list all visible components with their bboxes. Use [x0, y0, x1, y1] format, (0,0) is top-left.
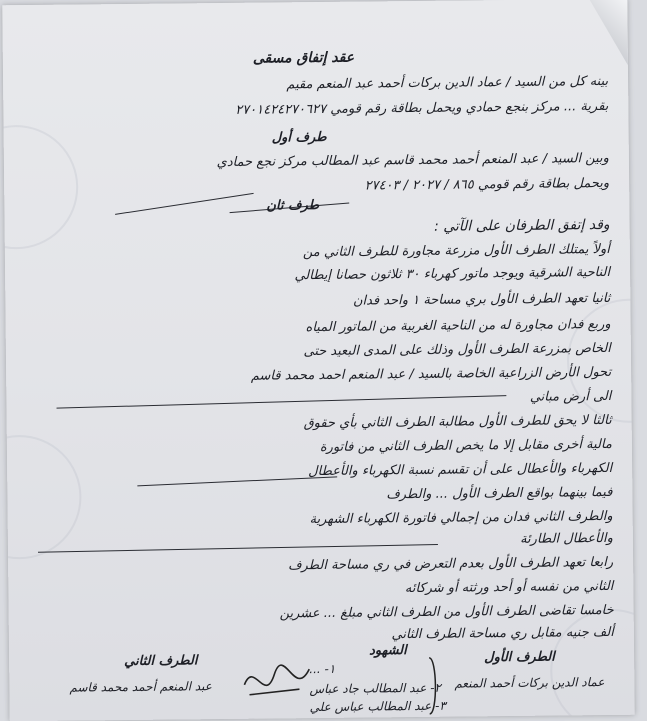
clause-line: تحول الأرض الزراعية الخاصة بالسيد / عبد المنعم احمد محمد قاسم — [250, 364, 612, 384]
clause-line: الخاص بمزرعة الطرف الأول وذلك على المدى البعيد حتى — [303, 340, 611, 360]
contract-line: بقرية ... مركز بنجع حمادي ويحمل بطاقة رقم قومي ٢٧٠١٤٢٤٢٧٠٦٢٧ — [235, 98, 609, 118]
strike-line — [57, 395, 507, 409]
watermark-seal-left — [2, 125, 79, 250]
party-two-label: طرف ثان — [266, 197, 320, 214]
clause-line: الثاني من نفسه أو أحد ورثته أو شركائه — [404, 578, 614, 597]
watermark-seal-left — [2, 434, 82, 559]
first-party-label: الطرف الأول — [484, 649, 555, 666]
clause-line: فيما بينهما بواقع الطرف الأول ... والطرف — [386, 484, 613, 503]
contract-line: وبين السيد / عبد المنعم أحمد محمد قاسم عبد المطالب مركز نجع حمادي — [216, 150, 609, 171]
contract-line: بينه كل من السيد / عماد الدين بركات أحمد عبد المنعم مقيم — [286, 73, 609, 93]
witnesses-label: الشهود — [368, 643, 407, 659]
clause-line: الى أرض مباني — [529, 388, 612, 405]
clause-line: الناحية الشرقية ويوجد ماتور كهرباء ٣٠ ثلاثون حصانا إيطالي — [294, 264, 611, 284]
second-party-signature-name: عبد المنعم أحمد محمد قاسم — [69, 679, 212, 695]
clause-line: خامسا تقاضى الطرف الأول من الطرف الثاني مبلغ ... عشرين — [279, 602, 614, 622]
contract-title: عقد إتفاق مسقى — [252, 49, 355, 67]
clause-line: ألف جنيه مقابل ري مساحة الطرف الثاني — [391, 624, 614, 643]
witness-bracket — [427, 656, 440, 716]
witness-line: ١- ... — [309, 661, 336, 677]
clause-line: مالية أخرى مقابل إلا ما يخص الطرف الثاني من فاتورة — [319, 436, 612, 455]
contract-paper — [2, 0, 634, 721]
clause-line: والطرف الثاني فدان من إجمالي فاتورة الكهرباء الشهرية — [309, 508, 613, 528]
clause-line: أولاً يمتلك الطرف الأول مزرعة مجاورة للطرف الثاني من — [302, 241, 610, 261]
agreement-intro: وقد إتفق الطرفان على الآتي : — [433, 216, 610, 235]
clause-line: رابعا تعهد الطرف الأول بعدم التعرض في ري مساحة الطرف — [287, 554, 614, 574]
party-one-label: طرف أول — [271, 129, 327, 146]
clause-line: وربع فدان مجاورة له من الناحية الغربية من الماتور المياه — [305, 316, 611, 336]
page-fold-corner — [589, 0, 630, 69]
first-party-signature-name: عماد الدين بركات أحمد المنعم — [454, 675, 605, 691]
clause-line: ثالثا لا يحق للطرف الأول مطالبة الطرف الثاني بأي حقوق — [303, 412, 612, 432]
strike-line — [137, 476, 337, 486]
witness-signature-scribble — [239, 654, 320, 710]
witness-line: ٣- عبد المطالب عباس علي — [309, 698, 446, 715]
strike-line — [38, 544, 438, 553]
clause-line: ثانيا تعهد الطرف الأول بري مساحة ١ واحد فدان — [352, 290, 611, 309]
second-party-label: الطرف الثاني — [124, 653, 198, 670]
clause-line: الكهرباء والأعطال على أن تقسم نسبة الكهرباء والأعطال — [308, 460, 613, 480]
contract-line: ويحمل بطاقة رقم قومي ٨٦٥ / ٢٠٢٧ / ٢٧٤٠٣ — [364, 175, 610, 194]
clause-line: والأعطال الطارئة — [519, 530, 613, 547]
witness-line: ٢- عبد المطالب جاد عباس — [309, 680, 442, 697]
